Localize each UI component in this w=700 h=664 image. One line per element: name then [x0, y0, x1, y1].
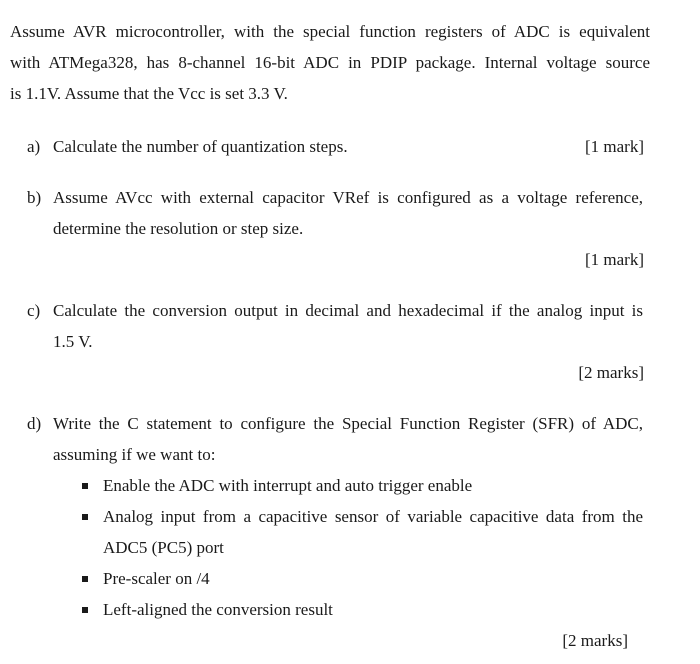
- bullet-item-enable-adc: Enable the ADC with interrupt and auto trigger enable: [103, 476, 473, 495]
- question-b-text-line-1: Assume AVcc with external capacitor VRef is configured as a voltage reference,: [53, 188, 643, 207]
- bullet-marker: [82, 607, 88, 613]
- bullet-marker: [82, 483, 88, 489]
- question-c-label: c): [27, 301, 41, 320]
- question-a-mark: [1 mark]: [584, 137, 644, 156]
- question-a-label: a): [27, 137, 41, 156]
- bullet-item-left-aligned: Left-aligned the conversion result: [103, 600, 333, 619]
- intro-line-1: Assume AVR microcontroller, with the special function registers of ADC is equivalent: [10, 22, 650, 41]
- question-c-text-line-1: Calculate the conversion output in decimal and hexadecimal if the analog input is: [53, 301, 643, 320]
- bullet-item-analog-input-line-2: ADC5 (PC5) port: [103, 538, 224, 557]
- question-c-text-line-2: 1.5 V.: [53, 332, 93, 351]
- bullet-item-prescaler: Pre-scaler on /4: [103, 569, 210, 588]
- question-d-text-line-1: Write the C statement to configure the Special Function Register (SFR) of ADC,: [53, 414, 643, 433]
- question-c-mark: [2 marks]: [578, 363, 644, 382]
- question-b-mark: [1 mark]: [584, 250, 644, 269]
- question-d-label: d): [27, 414, 42, 433]
- question-b-label: b): [27, 188, 42, 207]
- question-d-mark: [2 marks]: [562, 631, 628, 650]
- bullet-marker: [82, 514, 88, 520]
- intro-line-3: is 1.1V. Assume that the Vcc is set 3.3 V.: [10, 84, 288, 103]
- question-d-text-line-2: assuming if we want to:: [53, 445, 216, 464]
- intro-line-2: with ATMega328, has 8-channel 16-bit ADC in PDIP package. Internal voltage source: [10, 53, 650, 72]
- bullet-item-analog-input-line-1: Analog input from a capacitive sensor of variable capacitive data from the: [103, 507, 643, 526]
- question-a-text: Calculate the number of quantization steps.: [53, 137, 348, 156]
- bullet-marker: [82, 576, 88, 582]
- question-b-text-line-2: determine the resolution or step size.: [53, 219, 304, 238]
